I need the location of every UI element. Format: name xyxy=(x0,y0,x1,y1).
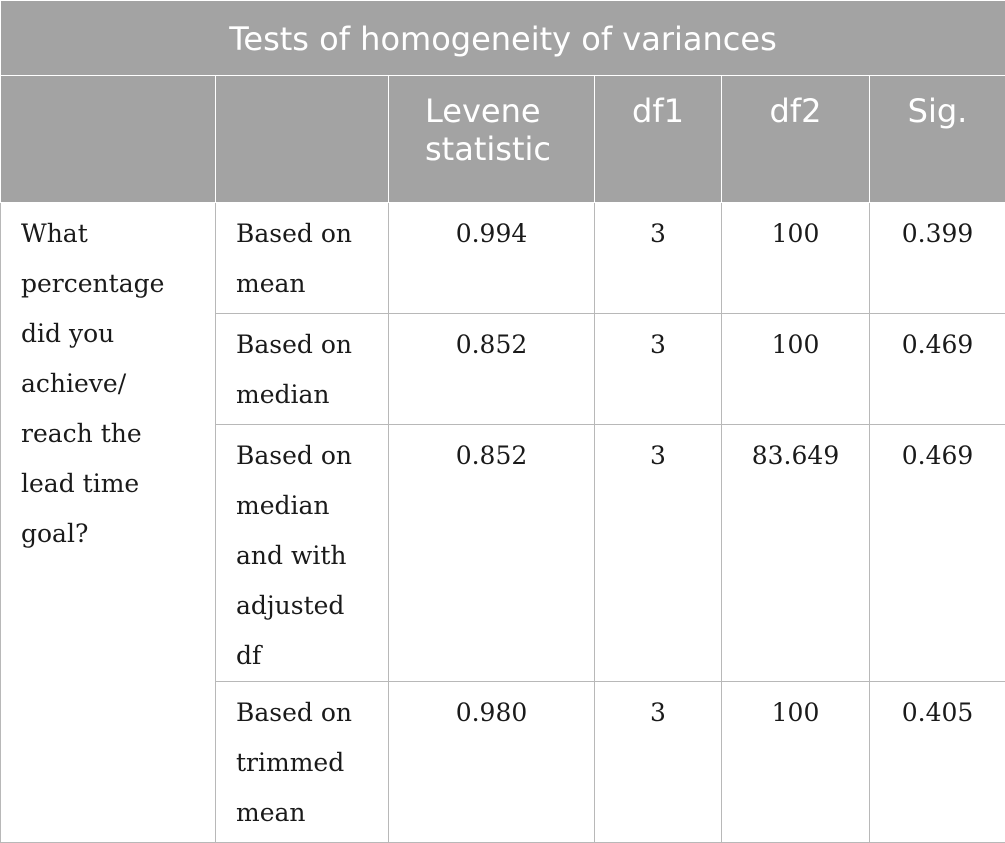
df2-value: 100 xyxy=(722,682,870,843)
header-df2: df2 xyxy=(722,76,870,203)
df2-value: 100 xyxy=(722,314,870,425)
header-row xyxy=(1,76,1005,203)
row-label: Based on trimmed mean xyxy=(216,682,389,843)
levene-value: 0.852 xyxy=(389,425,595,682)
sig-value: 0.405 xyxy=(870,682,1005,843)
df2-value: 83.649 xyxy=(722,425,870,682)
header-blank-2 xyxy=(216,76,389,203)
row-label: Based on mean xyxy=(216,203,389,314)
df1-value: 3 xyxy=(595,682,722,843)
header-sig: Sig. xyxy=(870,76,1005,203)
row-label: Based on median xyxy=(216,314,389,425)
row-label: Based on median and with adjusted df xyxy=(216,425,389,682)
sig-value: 0.399 xyxy=(870,203,1005,314)
df1-value: 3 xyxy=(595,425,722,682)
table-title: Tests of homogeneity of variances xyxy=(1,1,1005,76)
df2-value: 100 xyxy=(722,203,870,314)
sig-value: 0.469 xyxy=(870,425,1005,682)
header-df1: df1 xyxy=(595,76,722,203)
levene-value: 0.980 xyxy=(389,682,595,843)
levene-value: 0.852 xyxy=(389,314,595,425)
header-blank-1 xyxy=(1,76,216,203)
sig-value: 0.469 xyxy=(870,314,1005,425)
df1-value: 3 xyxy=(595,314,722,425)
df1-value: 3 xyxy=(595,203,722,314)
question-cell: What percentage did you achieve/ reach the lead time goal? xyxy=(1,203,216,843)
title-row xyxy=(1,1,1005,76)
levene-value: 0.994 xyxy=(389,203,595,314)
header-levene-statistic: Levene statistic xyxy=(389,76,595,203)
table-row xyxy=(1,203,1005,314)
